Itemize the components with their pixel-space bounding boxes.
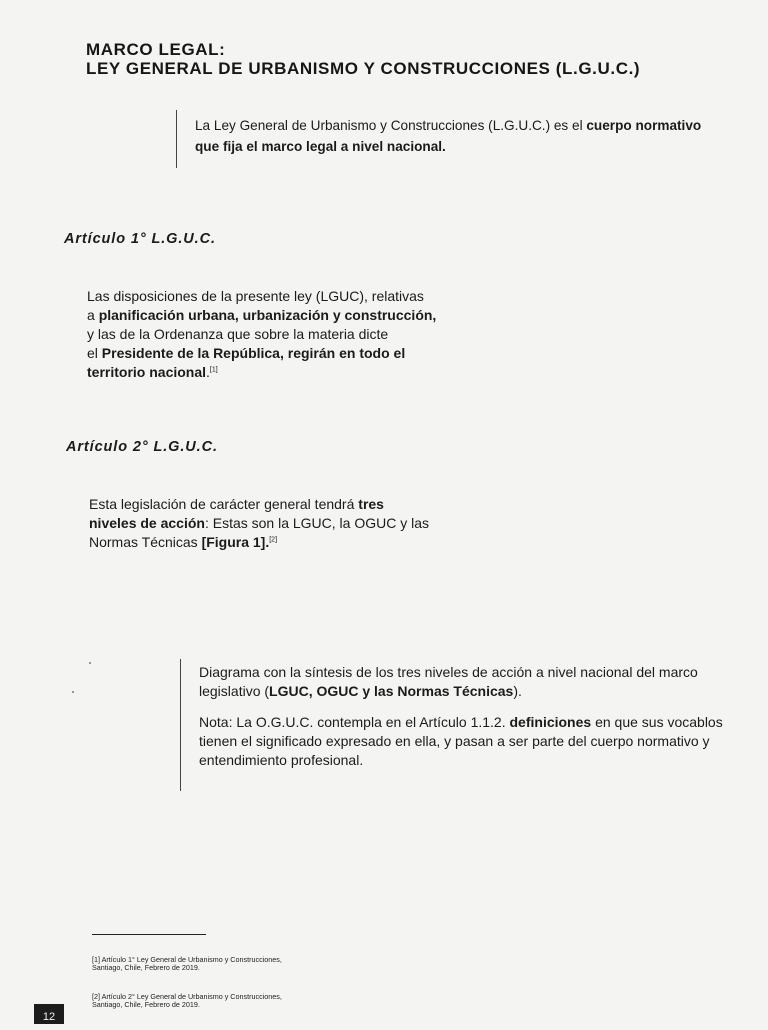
page-title <box>86 40 640 78</box>
footnote-line: Santiago, Chile, Febrero de 2019. <box>92 1000 200 1010</box>
figure-note <box>199 663 751 770</box>
footnote-rule <box>92 934 206 935</box>
footnote-line: Santiago, Chile, Febrero de 2019. <box>92 963 200 973</box>
footnote-line: [2] Artículo 2° Ley General de Urbanismo y Construcciones, <box>92 992 282 1001</box>
article-2-bold: [Figura 1]. <box>201 534 270 550</box>
article-2-line: Normas Técnicas <box>89 534 202 550</box>
note-text: Diagrama con la síntesis de los tres niveles de acción a nivel nacional del marco legislativo ( <box>199 664 698 699</box>
article-1-bold: territorio nacional <box>87 364 207 380</box>
intro-paragraph <box>195 115 755 157</box>
note-paragraph-2 <box>199 713 751 770</box>
page-number: 12 <box>34 1004 64 1024</box>
footnote-2 <box>92 993 352 1010</box>
footnote-ref-1: [1] <box>209 366 218 374</box>
article-1-line: . <box>206 364 210 380</box>
intro-text: La Ley General de Urbanismo y Construcciones (L.G.U.C.) es el <box>195 118 587 133</box>
scan-speck <box>89 662 91 664</box>
footnote-1 <box>92 956 352 973</box>
article-2-bold: tres <box>358 496 384 512</box>
note-text: en que sus vocablos tienen el significado expresado en ella, y pasan a ser parte del cuerpo normativo y entendimiento profesional. <box>199 714 723 768</box>
intro-divider <box>176 110 177 168</box>
article-1-line: a <box>87 307 99 323</box>
title-line-2: LEY GENERAL DE URBANISMO Y CONSTRUCCIONES (L.G.U.C.) <box>86 59 641 78</box>
note-text: ). <box>513 683 522 699</box>
article-1-bold: planificación urbana, urbanización y construcción, <box>98 307 437 323</box>
article-2-line: Esta legislación de carácter general tendrá <box>89 496 359 512</box>
intro-bold-a: cuerpo normativo <box>586 118 702 133</box>
article-1-line: y las de la Ordenanza que sobre la materia dicte <box>87 326 389 342</box>
article-1-line: el <box>87 345 102 361</box>
note-paragraph-1 <box>199 663 751 701</box>
scan-speck <box>72 691 74 693</box>
article-1-body <box>87 287 467 382</box>
article-2-heading: Artículo 2° L.G.U.C. <box>66 439 218 455</box>
article-1-bold: Presidente de la República, regirán en todo el <box>101 345 406 361</box>
article-2-bold: niveles de acción <box>89 515 205 531</box>
title-line-1: MARCO LEGAL: <box>86 40 226 59</box>
intro-bold-b: que fija el marco legal a nivel nacional. <box>195 139 446 154</box>
note-text: Nota: La O.G.U.C. contempla en el Artículo 1.1.2. <box>199 714 510 730</box>
footnote-ref-2: [2] <box>269 536 278 544</box>
article-2-body <box>89 495 469 552</box>
article-2-line: : Estas son la LGUC, la OGUC y las <box>204 515 430 531</box>
footnote-line: [1] Artículo 1° Ley General de Urbanismo y Construcciones, <box>92 955 282 964</box>
note-bold: LGUC, OGUC y las Normas Técnicas <box>269 683 514 699</box>
note-bold: definiciones <box>509 714 592 730</box>
note-divider <box>180 659 181 791</box>
article-1-line: Las disposiciones de la presente ley (LGUC), relativas <box>87 288 424 304</box>
article-1-heading: Artículo 1° L.G.U.C. <box>64 231 216 247</box>
